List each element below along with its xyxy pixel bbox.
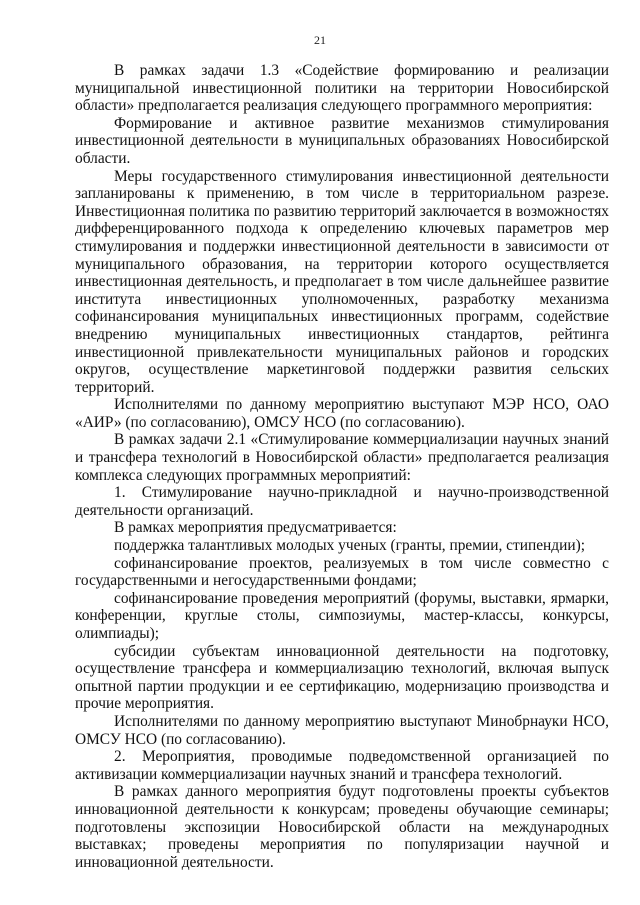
paragraph-task-2-1-intro: В рамках задачи 2.1 «Стимулирование коммерциализации научных знаний и трансфера технологий в Новосибирской области» предполагается реализация комплекса следующих программных мероприятий: — [75, 431, 609, 484]
paragraph-support-scientists: поддержка талантливых молодых ученых (гранты, премии, стипендии); — [114, 537, 585, 555]
paragraph-provisions-intro: В рамках мероприятия предусматривается: — [114, 519, 397, 537]
paragraph-executors-2: Исполнителями по данному мероприятию выступают Минобрнауки НСО, ОМСУ НСО (по согласованию). — [75, 712, 609, 748]
paragraph-item-1: 1. Стимулирование научно-прикладной и научно-производственной деятельности организаций. — [75, 484, 609, 519]
paragraph-task-1-3-intro: В рамках задачи 1.3 «Содействие формированию и реализации муниципальной инвестиционной политики на территории Новосибирской области» предполагается реализация следующего программного мероприятия: — [75, 62, 609, 115]
paragraph-item-2: 2. Мероприятия, проводимые подведомственной организацией по активизации коммерциализации научных знаний и трансфера технологий. — [75, 748, 609, 783]
paragraph-cofinancing-projects: софинансирование проектов, реализуемых в том числе совместно с государственными и негосударственными фондами; — [75, 554, 609, 590]
page-number: 21 — [314, 33, 326, 47]
paragraph-cofinancing-events: софинансирование проведения мероприятий (форумы, выставки, ярмарки, конференции, круглые столы, симпозиумы, мастер-классы, конкурсы, олимпиады); — [75, 589, 609, 642]
document-body — [75, 62, 609, 871]
paragraph-state-stimulation: Меры государственного стимулирования инвестиционной деятельности запланированы к применению, в том числе в территориальном разрезе. Инвестиционная политика по развитию территорий заключается в возможностях дифференцированного подхода к определению ключевых параметров мер стимулирования и поддержки инвестиционной деятельности в зависимости от муниципального образования, на территории которого осуществляется инвестиционная деятельность, и предполагает в том числе дальнейшее развитие института инвестиционных уполномоченных, разработку механизма софинансирования муниципальных инвестиционных программ, содействие внедрению муниципальных инвестиционных стандартов, рейтинга инвестиционной привлекательности муниципальных районов и городских округов, осуществление маркетинговой поддержки развития сельских территорий. — [75, 167, 609, 396]
paragraph-item-2-details: В рамках данного мероприятия будут подготовлены проекты субъектов инновационной деятельности к конкурсам; проведены обучающие семинары; подготовлены экспозиции Новосибирской области на международных выставках; проведены мероприятия по популяризации научной и инновационной деятельности. — [75, 783, 609, 871]
paragraph-measure-formation: Формирование и активное развитие механизмов стимулирования инвестиционной деятельности в муниципальных образованиях Новосибирской области. — [75, 114, 609, 167]
paragraph-subsidies: субсидии субъектам инновационной деятельности на подготовку, осуществление трансфера и коммерциализацию технологий, включая выпуск опытной партии продукции и ее сертификацию, модернизацию производства и прочие мероприятия. — [75, 642, 609, 713]
paragraph-executors-1: Исполнителями по данному мероприятию выступают МЭР НСО, ОАО «АИР» (по согласованию), ОМСУ НСО (по согласованию). — [75, 396, 609, 431]
